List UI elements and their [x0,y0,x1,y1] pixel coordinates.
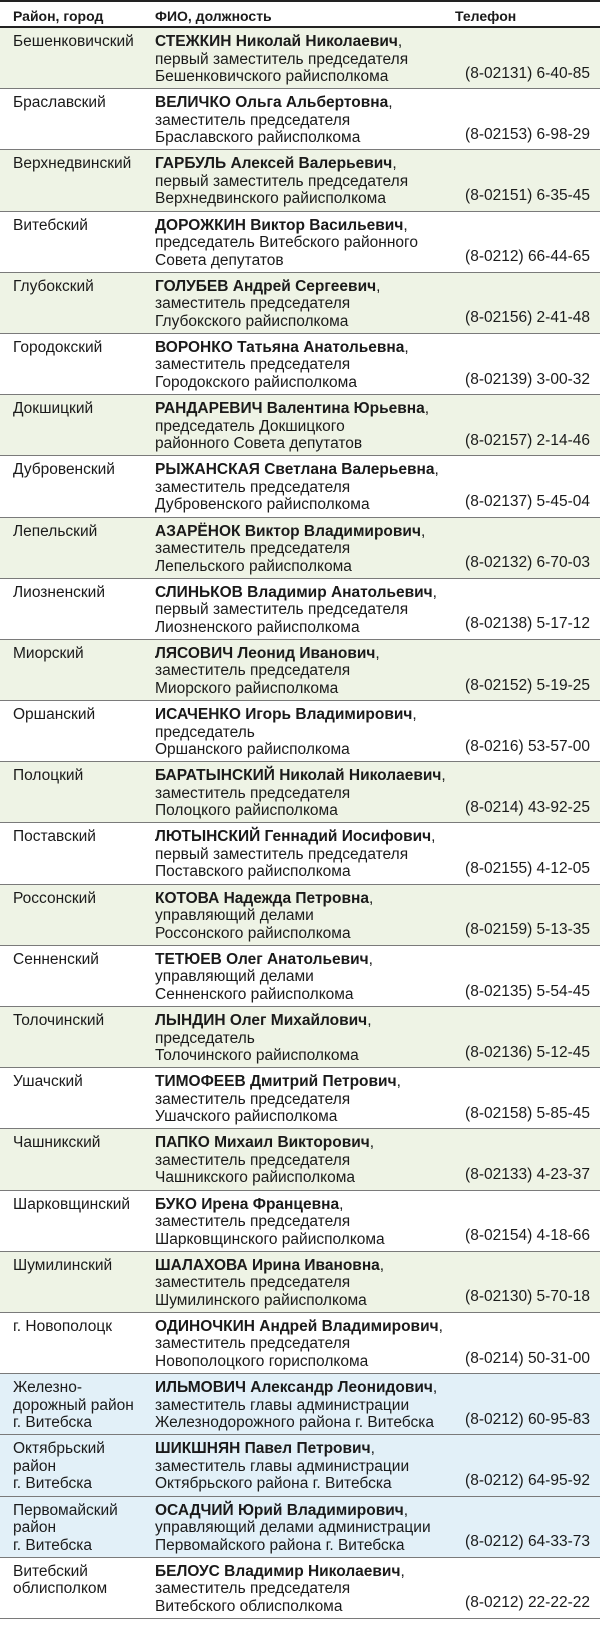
district-cell: Глубокский [13,277,94,295]
table-row [0,1252,600,1313]
district-cell: Лиозненский [13,583,105,601]
district-cell: Ушачский [13,1073,83,1091]
official-cell: СТЕЖКИН Николай Николаевич, первый заместитель председателя Бешенковичского райисполкома [155,33,455,86]
official-cell: БУКО Ирена Францевна, заместитель председателя Шарковщинского райисполкома [155,1196,455,1249]
phone-number[interactable]: (8-02156) 2-41-48 [465,309,590,327]
table-body [0,28,600,1619]
header-name-position: ФИО, должность [155,8,272,24]
official-name: ШАЛАХОВА Ирина Ивановна [155,1256,380,1274]
official-name: ЛЯСОВИЧ Леонид Иванович [155,644,376,662]
official-position: председатель Толочинского райисполкома [155,1029,359,1064]
official-position: заместитель главы администрации Октябрьского района г. Витебска [155,1457,410,1493]
official-name: ПАПКО Михаил Викторович [155,1134,370,1152]
district-cell: Бешенковичский [13,33,134,50]
official-position: заместитель председателя Новополоцкого горисполкома [155,1335,369,1370]
phone-number[interactable]: (8-02152) 5-19-25 [465,676,590,694]
official-cell: ИСАЧЕНКО Игорь Владимирович, председатель Оршанского райисполкома [155,706,455,759]
official-position: управляющий делами Россонского райисполкома [155,907,351,942]
official-name: БУКО Ирена Францевна [155,1195,340,1213]
table-row [0,1191,600,1252]
official-cell: КОТОВА Надежда Петровна, управляющий делами Россонского райисполкома [155,890,455,943]
official-name: ТЕТЮЕВ Олег Анатольевич [155,950,369,968]
phone-number[interactable]: (8-02157) 2-14-46 [465,431,590,449]
official-position: заместитель председателя Витебского облисполкома [155,1580,351,1615]
official-cell: ДОРОЖКИН Виктор Васильевич, председатель Витебского районного Совета депутатов [155,217,455,270]
official-position: заместитель председателя Шумилинского райисполкома [155,1274,367,1309]
phone-number[interactable]: (8-0212) 64-95-92 [465,1472,590,1489]
official-position: заместитель председателя Лепельского райисполкома [155,540,352,575]
official-position: заместитель председателя Миорского райисполкома [155,662,351,697]
district-cell: Октябрьский район г. Витебска [13,1440,105,1493]
district-cell: Толочинский [13,1012,105,1029]
official-cell: ГАРБУЛЬ Алексей Валерьевич, первый заместитель председателя Верхнедвинского райисполкома [155,155,455,208]
official-name: СТЕЖКИН Николай Николаевич [155,33,398,50]
official-position: управляющий делами Сенненского райисполкома [155,968,354,1003]
table-row [0,762,600,823]
official-cell: ОДИНОЧКИН Андрей Владимирович, заместитель председателя Новополоцкого горисполкома [155,1318,455,1371]
table-header [0,0,600,28]
phone-number[interactable]: (8-02159) 5-13-35 [465,921,590,939]
district-cell: Витебский облисполком [13,1562,108,1598]
official-position: первый заместитель председателя Поставского райисполкома [155,845,409,881]
official-cell: ВОРОНКО Татьяна Анатольевна, заместитель председателя Городокского райисполкома [155,339,455,392]
table-row [0,334,600,395]
district-cell: Сенненский [13,950,99,968]
official-cell: ЛЯСОВИЧ Леонид Иванович, заместитель председателя Миорского райисполкома [155,645,455,698]
phone-number[interactable]: (8-02133) 4-23-37 [465,1166,590,1184]
phone-number[interactable]: (8-02130) 5-70-18 [465,1288,590,1306]
official-cell: СЛИНЬКОВ Владимир Анатольевич, первый заместитель председателя Лиозненского райисполкома [155,584,455,637]
district-cell: Железно- дорожный район г. Витебска [13,1379,134,1432]
official-cell: ГОЛУБЕВ Андрей Сергеевич, заместитель председателя Глубокского райисполкома [155,278,455,331]
official-name: ИСАЧЕНКО Игорь Владимирович [155,706,413,724]
table-row [0,212,600,273]
official-name: ВОРОНКО Татьяна Анатольевна [155,338,405,356]
district-cell: Шумилинский [13,1256,113,1274]
district-cell: Оршанский [13,706,96,724]
phone-number[interactable]: (8-02155) 4-12-05 [465,860,590,878]
table-row [0,89,600,150]
district-cell: Чашникский [13,1134,101,1152]
phone-number[interactable]: (8-02137) 5-45-04 [465,493,590,510]
official-position: управляющий делами администрации Первомайского района г. Витебска [155,1519,431,1554]
official-name: ГОЛУБЕВ Андрей Сергеевич [155,277,377,295]
official-cell: ИЛЬМОВИЧ Александр Леонидович, заместитель главы администрации Железнодорожного района г. Витебска [155,1379,455,1432]
table-row [0,1007,600,1068]
table-row [0,1068,600,1129]
official-name: ЛЫНДИН Олег Михайлович [155,1012,368,1029]
district-cell: Миорский [13,644,84,662]
table-row [0,518,600,579]
official-name: РЫЖАНСКАЯ Светлана Валерьевна [155,461,435,479]
table-row [0,946,600,1007]
table-row [0,1558,600,1619]
phone-number[interactable]: (8-0212) 22-22-22 [465,1594,590,1612]
official-position: председатель Оршанского райисполкома [155,723,350,759]
phone-number[interactable]: (8-02136) 5-12-45 [465,1043,590,1061]
official-name: ТИМОФЕЕВ Дмитрий Петрович [155,1073,397,1091]
official-cell: ШИКШНЯН Павел Петрович, заместитель главы администрации Октябрьского района г. Витебска [155,1440,455,1493]
phone-number[interactable]: (8-0212) 60-95-83 [465,1410,590,1428]
official-position: заместитель председателя Ушачского райисполкома [155,1090,351,1126]
official-position: первый заместитель председателя Лиозненского райисполкома [155,601,409,636]
header-phone: Телефон [455,8,517,24]
official-cell: ВЕЛИЧКО Ольга Альбертовна, заместитель председателя Браславского райисполкома [155,94,455,147]
official-cell: ШАЛАХОВА Ирина Ивановна, заместитель председателя Шумилинского райисполкома [155,1257,455,1310]
official-position: заместитель председателя Глубокского райисполкома [155,295,351,330]
phone-number[interactable]: (8-0212) 66-44-65 [465,248,590,266]
table-row [0,1129,600,1190]
table-row [0,579,600,640]
table-row [0,273,600,334]
phone-number[interactable]: (8-0214) 43-92-25 [465,798,590,816]
table-row [0,640,600,701]
table-row [0,1374,600,1435]
official-name: БЕЛОУС Владимир Николаевич [155,1562,401,1580]
official-name: ОДИНОЧКИН Андрей Владимирович [155,1317,439,1335]
district-cell: Полоцкий [13,767,84,785]
table-row [0,1313,600,1374]
table-row [0,823,600,884]
official-position: председатель Докшицкого районного Совета депутатов [155,417,363,453]
phone-number[interactable]: (8-02151) 6-35-45 [465,187,590,205]
official-name: ШИКШНЯН Павел Петрович [155,1440,371,1458]
official-cell: ПАПКО Михаил Викторович, заместитель председателя Чашникского райисполкома [155,1134,455,1187]
official-name: ДОРОЖКИН Виктор Васильевич [155,216,404,234]
official-position: заместитель председателя Городокского райисполкома [155,356,357,391]
official-name: ИЛЬМОВИЧ Александр Леонидович [155,1379,433,1397]
official-cell: ЛЫНДИН Олег Михайлович, председатель Толочинского райисполкома [155,1012,455,1065]
phone-number[interactable]: (8-02131) 6-40-85 [465,64,590,82]
district-cell: Первомайский район г. Витебска [13,1501,118,1554]
official-position: заместитель председателя Полоцкого райисполкома [155,784,351,820]
header-district: Район, город [13,8,104,24]
official-cell: ЛЮТЫНСКИЙ Геннадий Иосифович, первый заместитель председателя Поставского райисполкома [155,828,455,881]
official-cell: РЫЖАНСКАЯ Светлана Валерьевна, заместитель председателя Дубровенского райисполкома [155,461,455,514]
table-row [0,885,600,946]
table-row [0,701,600,762]
phone-number[interactable]: (8-02138) 5-17-12 [465,615,590,633]
official-name: БАРАТЫНСКИЙ Николай Николаевич [155,767,442,785]
district-cell: Городокский [13,338,103,356]
table-row [0,395,600,456]
official-name: АЗАРЁНОК Виктор Владимирович [155,522,421,540]
official-name: ЛЮТЫНСКИЙ Геннадий Иосифович [155,828,432,846]
district-cell: Поставский [13,828,96,846]
table-row [0,1497,600,1558]
district-cell: Браславский [13,94,106,112]
phone-number[interactable]: (8-0216) 53-57-00 [465,737,590,755]
official-position: первый заместитель председателя Верхнедвинского райисполкома [155,172,409,208]
phone-number[interactable]: (8-02154) 4-18-66 [465,1227,590,1245]
district-cell: г. Новополоцк [13,1317,113,1335]
official-cell: ТЕТЮЕВ Олег Анатольевич, управляющий делами Сенненского райисполкома [155,951,455,1004]
official-position: заместитель председателя Браславского райисполкома [155,111,361,147]
official-cell: ТИМОФЕЕВ Дмитрий Петрович, заместитель председателя Ушачского райисполкома [155,1073,455,1126]
official-cell: АЗАРЁНОК Виктор Владимирович, заместитель председателя Лепельского райисполкома [155,523,455,576]
official-name: ОСАДЧИЙ Юрий Владимирович [155,1501,404,1519]
phone-number[interactable]: (8-02135) 5-54-45 [465,982,590,1000]
official-position: первый заместитель председателя Бешенковичского райисполкома [155,50,409,85]
official-cell: БАРАТЫНСКИЙ Николай Николаевич, заместитель председателя Полоцкого райисполкома [155,767,455,820]
phone-number[interactable]: (8-02132) 6-70-03 [465,554,590,572]
table-row [0,28,600,89]
official-cell: РАНДАРЕВИЧ Валентина Юрьевна, председатель Докшицкого районного Совета депутатов [155,400,455,453]
district-cell: Витебский [13,216,88,234]
official-cell: БЕЛОУС Владимир Николаевич, заместитель председателя Витебского облисполкома [155,1563,455,1616]
district-cell: Докшицкий [13,400,94,418]
official-position: заместитель председателя Дубровенского райисполкома [155,478,370,514]
phone-number[interactable]: (8-02158) 5-85-45 [465,1104,590,1122]
official-position: заместитель главы администрации Железнодорожного района г. Витебска [155,1396,434,1432]
official-position: заместитель председателя Чашникского райисполкома [155,1151,356,1187]
district-cell: Лепельский [13,522,98,540]
official-name: ГАРБУЛЬ Алексей Валерьевич [155,155,393,173]
official-name: КОТОВА Надежда Петровна [155,889,369,907]
phone-number[interactable]: (8-02153) 6-98-29 [465,125,590,143]
official-cell: ОСАДЧИЙ Юрий Владимирович, управляющий делами администрации Первомайского района г. Витебска [155,1502,455,1555]
district-cell: Верхнедвинский [13,155,132,173]
official-name: СЛИНЬКОВ Владимир Анатольевич [155,583,433,601]
district-cell: Россонский [13,889,96,907]
official-position: председатель Витебского районного Совета депутатов [155,234,418,269]
official-name: РАНДАРЕВИЧ Валентина Юрьевна [155,400,425,418]
table-row [0,1435,600,1496]
official-position: заместитель председателя Шарковщинского райисполкома [155,1213,385,1248]
official-name: ВЕЛИЧКО Ольга Альбертовна [155,94,389,112]
table-row [0,150,600,211]
table-row [0,456,600,517]
district-cell: Дубровенский [13,461,115,479]
district-cell: Шарковщинский [13,1195,131,1213]
phone-number[interactable]: (8-0214) 50-31-00 [465,1349,590,1367]
phone-number[interactable]: (8-0212) 64-33-73 [465,1533,590,1551]
phone-number[interactable]: (8-02139) 3-00-32 [465,370,590,388]
